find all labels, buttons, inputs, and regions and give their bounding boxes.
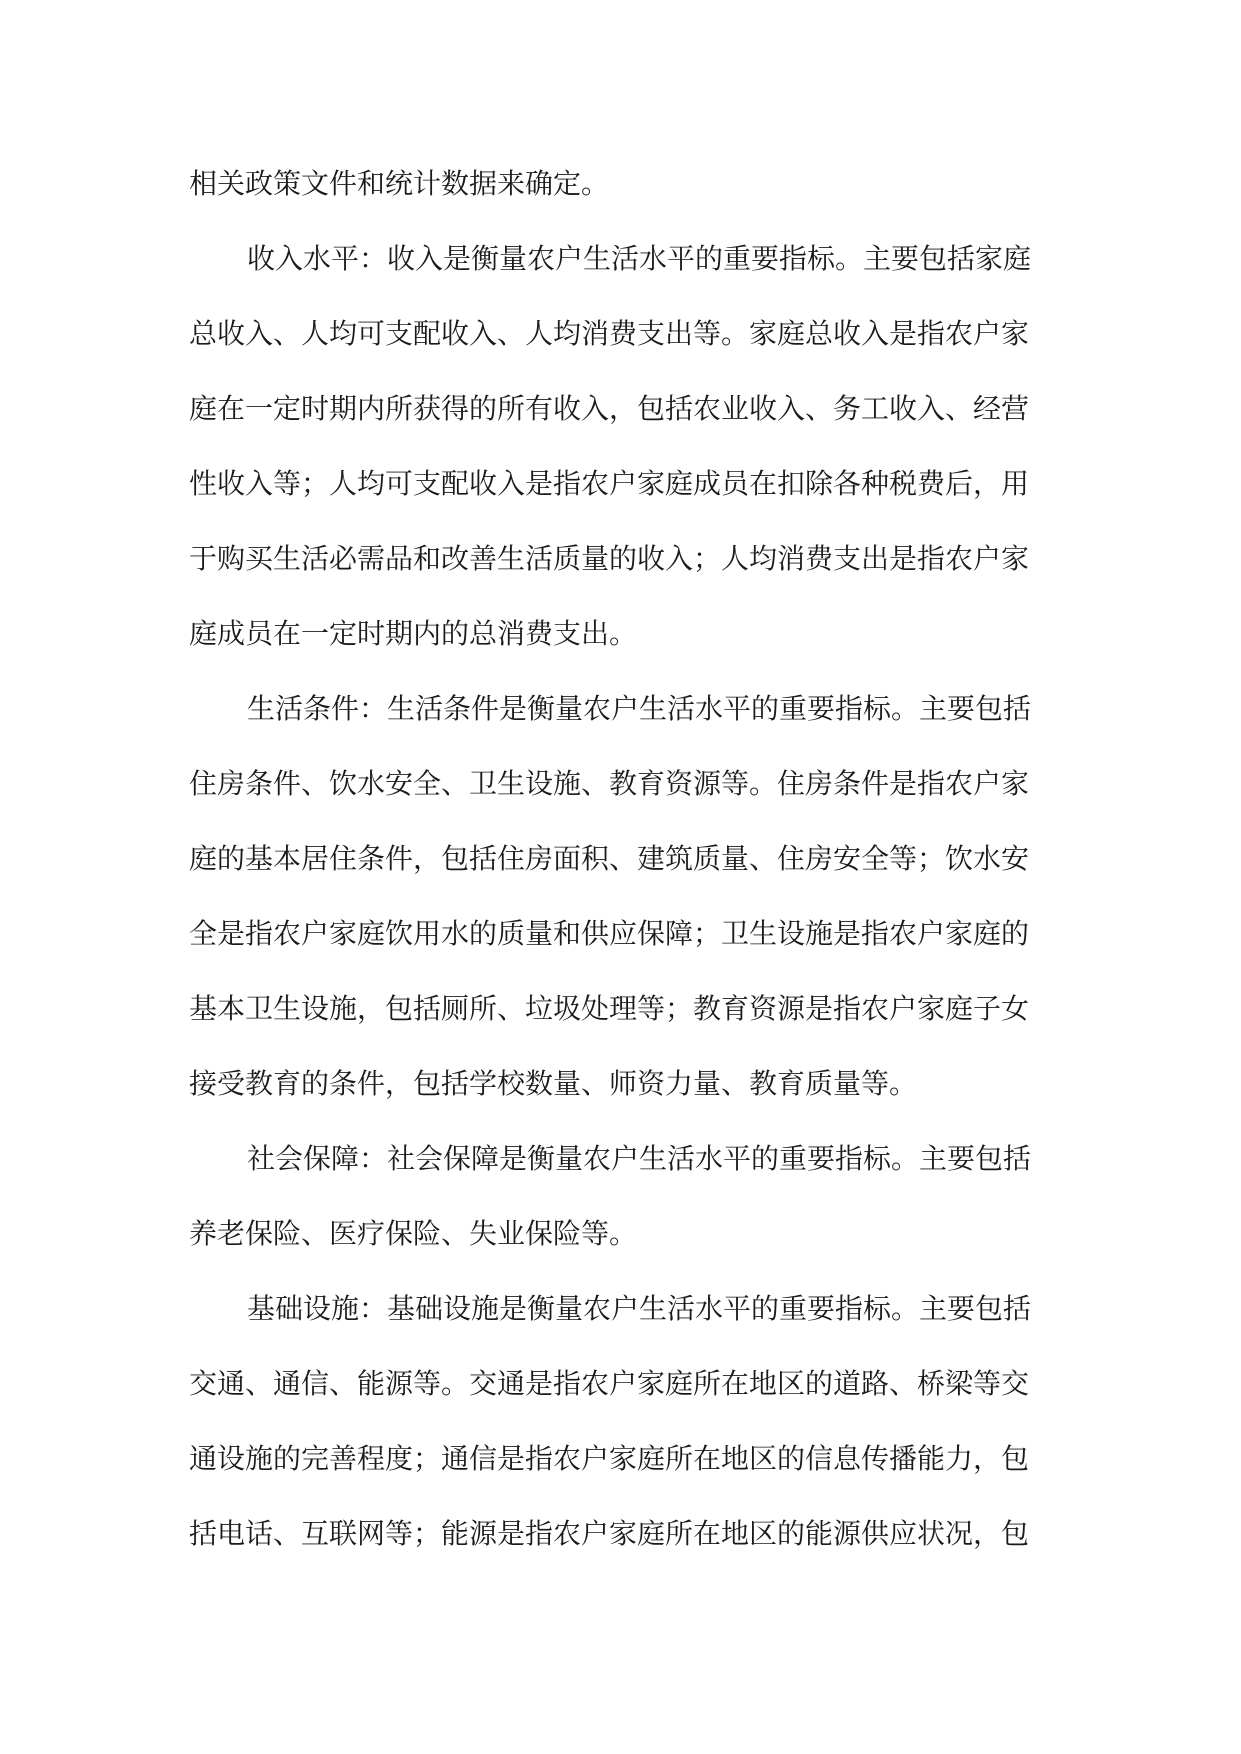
text-line: 交通、通信、能源等。交通是指农户家庭所在地区的道路、桥梁等交 <box>189 1367 1030 1400</box>
text-line: 性收入等；人均可支配收入是指农户家庭成员在扣除各种税费后，用 <box>189 467 1030 500</box>
text-line: 庭在一定时期内所获得的所有收入，包括农业收入、务工收入、经营 <box>189 392 1030 425</box>
text-line: 基本卫生设施，包括厕所、垃圾处理等；教育资源是指农户家庭子女 <box>189 992 1030 1025</box>
paragraph-social-security: 社会保障：社会保障是衡量农户生活水平的重要指标。主要包括 <box>247 1142 1032 1175</box>
text-line: 住房条件、饮水安全、卫生设施、教育资源等。住房条件是指农户家 <box>189 767 1030 800</box>
text-line: 庭成员在一定时期内的总消费支出。 <box>189 617 638 650</box>
paragraph-income-level: 收入水平：收入是衡量农户生活水平的重要指标。主要包括家庭 <box>247 242 1032 275</box>
paragraph-living-conditions: 生活条件：生活条件是衡量农户生活水平的重要指标。主要包括 <box>247 692 1032 725</box>
text-line: 全是指农户家庭饮用水的质量和供应保障；卫生设施是指农户家庭的 <box>189 917 1030 950</box>
text-line: 庭的基本居住条件，包括住房面积、建筑质量、住房安全等；饮水安 <box>189 842 1030 875</box>
paragraph-infrastructure: 基础设施：基础设施是衡量农户生活水平的重要指标。主要包括 <box>247 1292 1032 1325</box>
text-line: 总收入、人均可支配收入、人均消费支出等。家庭总收入是指农户家 <box>189 317 1030 350</box>
text-line: 养老保险、医疗保险、失业保险等。 <box>189 1217 638 1250</box>
text-line: 相关政策文件和统计数据来确定。 <box>189 167 610 200</box>
text-line: 通设施的完善程度；通信是指农户家庭所在地区的信息传播能力，包 <box>189 1442 1030 1475</box>
text-line: 括电话、互联网等；能源是指农户家庭所在地区的能源供应状况，包 <box>189 1517 1030 1550</box>
body-text <box>189 146 1069 1571</box>
text-line: 接受教育的条件，包括学校数量、师资力量、教育质量等。 <box>189 1067 918 1100</box>
text-line: 于购买生活必需品和改善生活质量的收入；人均消费支出是指农户家 <box>189 542 1030 575</box>
